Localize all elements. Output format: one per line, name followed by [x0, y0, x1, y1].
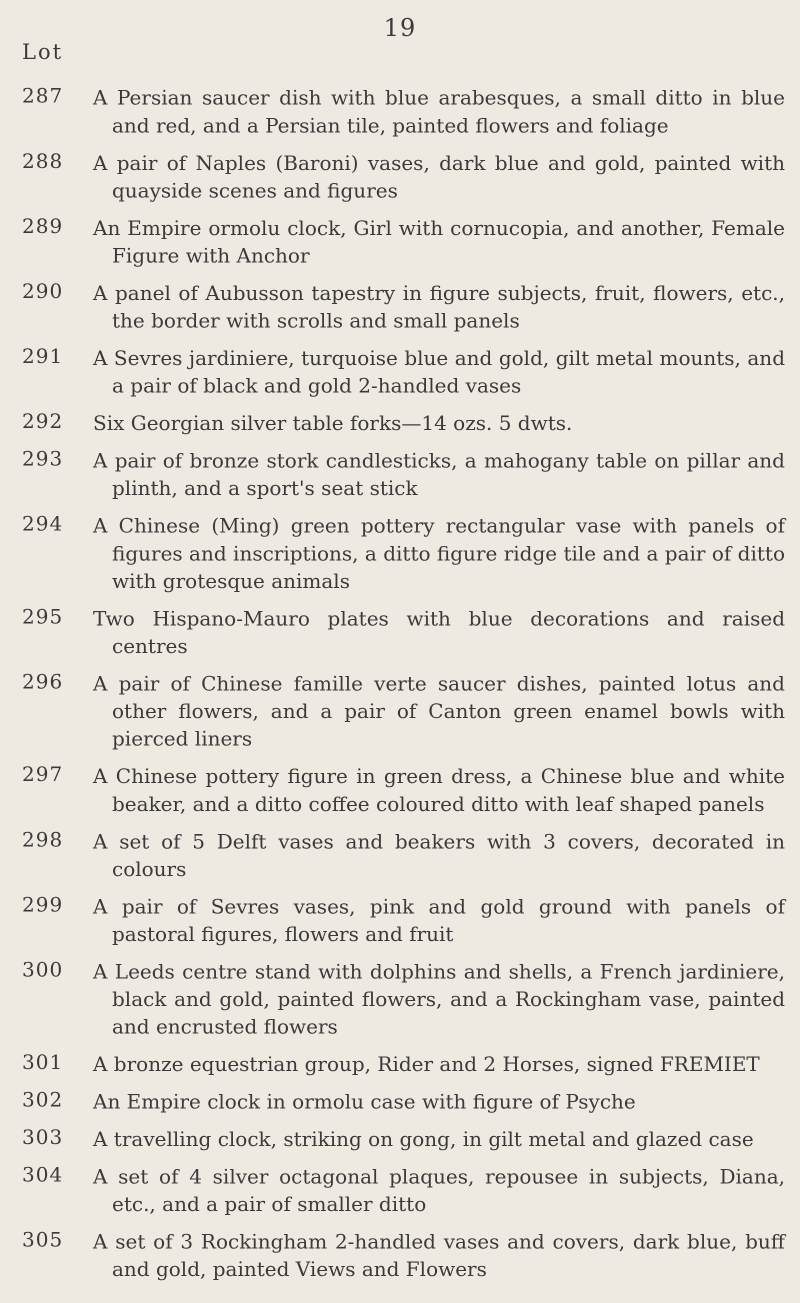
lot-description: Two Hispano-Mauro plates with blue decorations and raised centres [93, 606, 785, 658]
lot-description: A set of 4 silver octagonal plaques, repousee in subjects, Diana, etc., and a pair of smaller ditto [93, 1164, 785, 1217]
lot-number: 303 [22, 1125, 64, 1150]
lot-description: Six Georgian silver table forks—14 ozs. 5 dwts. [93, 411, 573, 436]
lot-description: An Empire ormolu clock, Girl with cornucopia, and another, Female Figure with Anchor [93, 216, 785, 268]
lot-number: 290 [22, 279, 64, 303]
lot-number: 291 [22, 344, 64, 369]
lot-number: 300 [22, 957, 64, 982]
lot-description: A pair of Naples (Baroni) vases, dark blue and gold, painted with quayside scenes and figures [93, 151, 785, 203]
page-number: 19 [383, 14, 417, 42]
lot-number: 293 [22, 446, 64, 471]
lot-description: A set of 5 Delft vases and beakers with 3 covers, decorated in colours [93, 829, 785, 881]
lot-number: 294 [22, 511, 64, 536]
lot-description: A Chinese pottery figure in green dress, a Chinese blue and white beaker, and a ditto coffee coloured ditto with leaf shaped panels [93, 764, 785, 816]
lot-number: 305 [22, 1227, 64, 1252]
lot-description: A Leeds centre stand with dolphins and shells, a French jardiniere, black and gold, painted flowers, and a Rockingham vase, painted and encrusted flowers [93, 959, 785, 1039]
lot-number: 287 [22, 84, 64, 108]
lot-column-header: Lot [22, 40, 64, 64]
lot-description: A pair of bronze stork candlesticks, a mahogany table on pillar and plinth, and a sport's seat stick [93, 448, 785, 501]
lot-description: A Persian saucer dish with blue arabesques, a small ditto in blue and red, and a Persian tile, painted flowers and foliage [93, 85, 785, 138]
lot-description: A Sevres jardiniere, turquoise blue and gold, gilt metal mounts, and a pair of black and gold 2-handled vases [93, 346, 785, 398]
lot-description: An Empire clock in ormolu case with figure of Psyche [93, 1089, 636, 1114]
lot-number: 295 [22, 604, 64, 629]
lot-description: A pair of Sevres vases, pink and gold ground with panels of pastoral figures, flowers and fruit [93, 894, 785, 946]
lot-number: 299 [22, 892, 64, 917]
lot-number: 302 [22, 1087, 64, 1112]
lot-number: 292 [22, 409, 64, 434]
lot-number: 298 [22, 827, 64, 852]
lot-description: A set of 3 Rockingham 2-handled vases and covers, dark blue, buff and gold, painted Views and Flowers [93, 1229, 785, 1282]
lot-number: 297 [22, 762, 64, 787]
lot-description: A pair of Chinese famille verte saucer dishes, painted lotus and other flowers, and a pair of Canton green enamel bowls with pierced liners [93, 671, 785, 751]
lot-description: A Chinese (Ming) green pottery rectangular vase with panels of figures and inscriptions, a ditto figure ridge tile and a pair of ditto with grotesque animals [93, 513, 785, 593]
lot-number: 301 [22, 1050, 64, 1075]
lot-description: A bronze equestrian group, Rider and 2 Horses, signed FREMIET [93, 1052, 760, 1077]
lot-description: A travelling clock, striking on gong, in gilt metal and glazed case [93, 1127, 754, 1151]
lot-number: 304 [22, 1162, 64, 1187]
lot-number: 296 [22, 669, 64, 694]
lot-number: 288 [22, 149, 64, 173]
lot-number: 289 [22, 214, 64, 238]
lot-description: A panel of Aubusson tapestry in figure subjects, fruit, flowers, etc., the border with scrolls and small panels [93, 281, 785, 333]
